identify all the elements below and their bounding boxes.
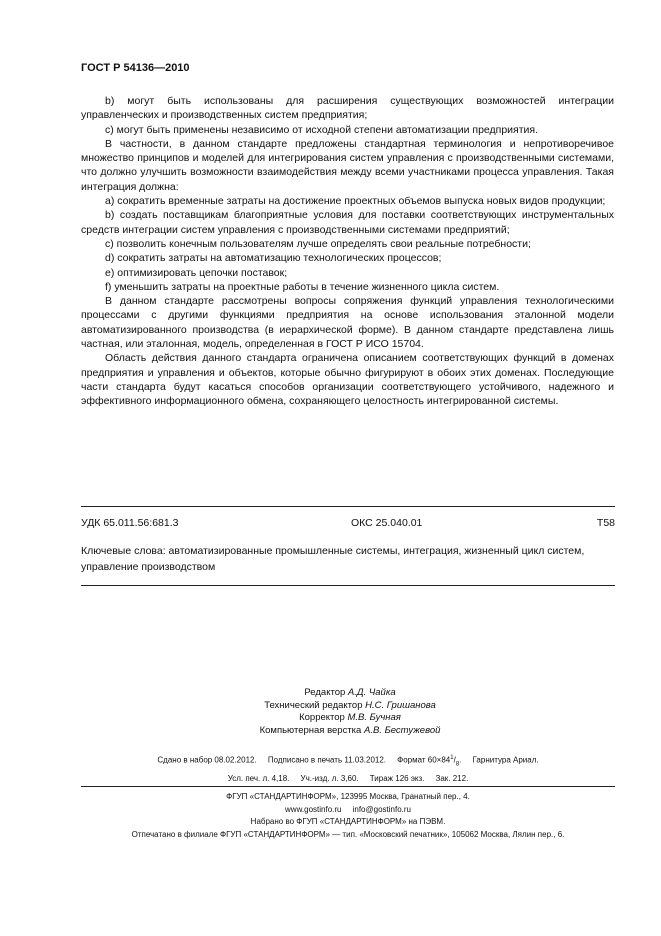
paragraph: b) могут быть использованы для расширения существующих возможностей интеграции управленческих и производственных систем предприятия; <box>81 95 614 122</box>
imprint <box>81 751 615 787</box>
keywords <box>81 543 615 575</box>
publisher-info <box>81 791 615 842</box>
publisher-line: Набрано во ФГУП «СТАНДАРТИНФОРМ» на ПЭВМ. <box>250 817 446 827</box>
paragraph: b) создать поставщикам благоприятные условия для поставки соответствующих инструментальных средств интеграции систем управления с производственными системами предприятий; <box>81 209 614 236</box>
paragraph: В данном стандарте рассмотрены вопросы сопряжения функций управления технологическими процессами с другими функциями предприятия на основе использования эталонной модели автоматизированного производства (в иерархической форме). В данном стандарте представлена лишь частная, или эталонная, модель, определенная в ГОСТ Р ИСО 15704. <box>81 295 614 351</box>
divider <box>81 585 615 586</box>
paragraph: c) позволить конечным пользователям лучше определять свои реальные потребности; <box>105 237 531 250</box>
paragraph: Область действия данного стандарта ограничена описанием соответствующих функций в доменах предприятия и управления и объектов, которые обычно фигурируют в обоих этих доменах. Последующие части стандарта будут касаться способов организации соответствующего устойчивого, надежного и эффективного информационного обмена, сохраняющего целостность интегрированной системы. <box>81 352 614 408</box>
credit-editor: Редактор А.Д. Чайка <box>304 687 396 698</box>
paragraph: f) уменьшить затраты на проектные работы в течение жизненного цикла систем. <box>105 280 500 293</box>
publisher-contacts: www.gostinfo.ru info@gostinfo.ru <box>285 804 411 814</box>
divider <box>81 506 615 507</box>
divider <box>81 786 615 787</box>
imprint-line: Сдано в набор 08.02.2012. Подписано в печать 11.03.2012. Формат $60\times 84^1/_8$. Гарнитура Ариал. <box>157 755 539 768</box>
paragraph: e) оптимизировать цепочки поставок; <box>105 266 288 279</box>
publisher-line: ФГУП «СТАНДАРТИНФОРМ», 123995 Москва, Гранатный пер., 4. <box>226 792 470 801</box>
paragraph: В частности, в данном стандарте предложены стандартная терминология и непротиворечивое множество принципов и моделей для интегрирования систем управления с производственными системами, что должно улучшить возможности взаимодействия между всеми участниками процесса управления. Такая интеграция должна: <box>81 137 614 193</box>
udk-code: УДК 65.011.56:681.3 <box>81 517 179 529</box>
credit-proofreader: Корректор М.В. Бучная <box>299 712 401 724</box>
document-header: ГОСТ Р 54136—2010 <box>81 62 190 74</box>
body-text <box>81 94 614 409</box>
publisher-line: Отпечатано в филиале ФГУП «СТАНДАРТИНФОРМ» — тип. «Московский печатник», 105062 Москва, Лялин пер., 6. <box>131 830 565 840</box>
keywords-line: Ключевые слова: автоматизированные промышленные системы, интеграция, жизненный цикл систем, <box>81 545 585 557</box>
paragraph: d) сократить затраты на автоматизацию технологических процессов; <box>105 252 442 265</box>
imprint-line: Усл. печ. л. 4,18. Уч.-изд. л. 3,60. Тираж 126 экз. Зак. 212. <box>227 774 469 784</box>
paragraph: c) могут быть применены независимо от исходной степени автоматизации предприятия. <box>105 123 539 136</box>
credit-tech-editor: Технический редактор Н.С. Гришанова <box>264 699 436 711</box>
paragraph: a) сократить временные затраты на достижение проектных объемов выпуска новых видов продукции; <box>105 195 606 208</box>
keywords-line: управление производством <box>81 561 216 573</box>
credit-layout: Компьютерная верстка А.В. Бестужевой <box>259 725 441 737</box>
oks-code: ОКС 25.040.01 <box>351 517 423 529</box>
editorial-credits <box>230 687 470 738</box>
category-code: Т58 <box>596 517 615 529</box>
